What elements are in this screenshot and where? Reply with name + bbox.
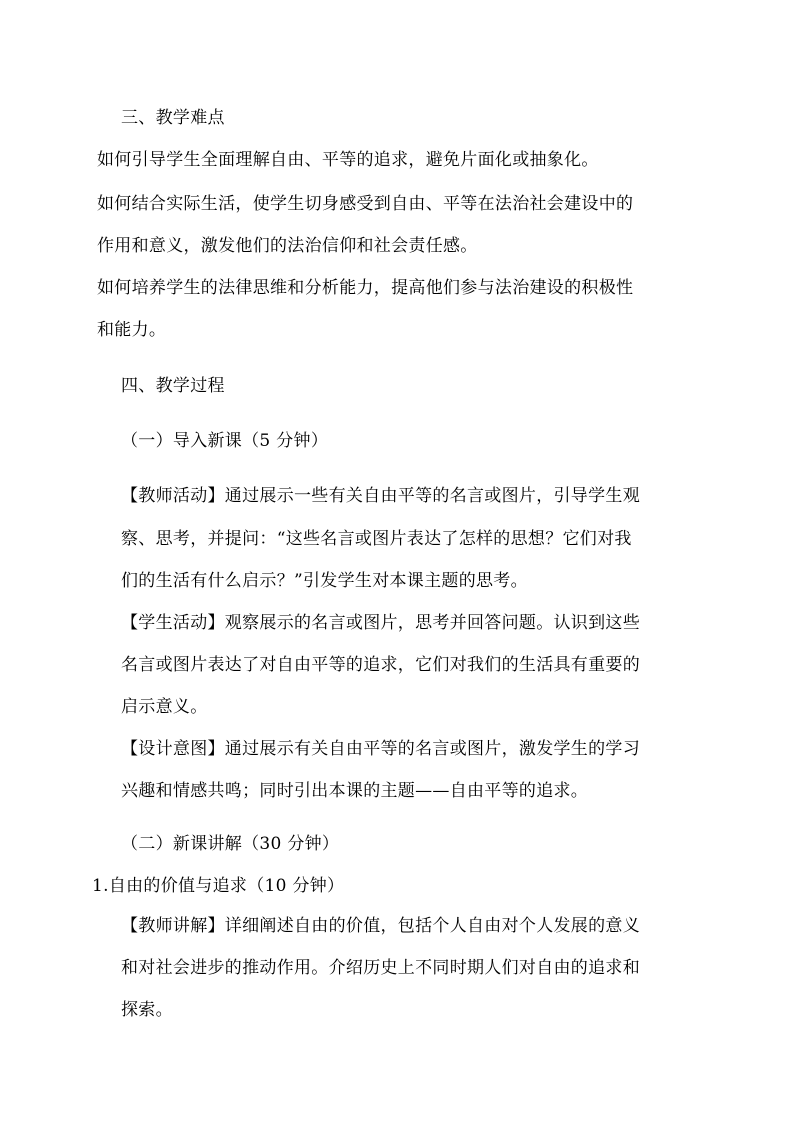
- paragraph-line: 启示意义。: [121, 697, 208, 717]
- paragraph-line: 【教师讲解】详细阐述自由的价值，包括个人自由对个人发展的意义: [121, 916, 640, 936]
- paragraph-line: 察、思考，并提问：“这些名言或图片表达了怎样的思想？它们对我: [121, 529, 632, 549]
- section-heading-teaching-difficulties: 三、教学难点: [121, 108, 225, 128]
- paragraph-line: 和对社会进步的推动作用。介绍历史上不同时期人们对自由的追求和: [121, 958, 640, 978]
- paragraph-line: 【教师活动】通过展示一些有关自由平等的名言或图片，引导学生观: [121, 486, 640, 506]
- numbered-heading-freedom: 1.自由的价值与追求（10 分钟）: [92, 876, 345, 896]
- paragraph-line: 名言或图片表达了对自由平等的追求，它们对我们的生活具有重要的: [121, 655, 640, 675]
- subsection-heading-intro: （一）导入新课（5 分钟）: [121, 431, 329, 451]
- section-heading-teaching-process: 四、教学过程: [121, 376, 225, 396]
- paragraph-line: 和能力。: [97, 320, 167, 340]
- paragraph-line: 作用和意义，激发他们的法治信仰和社会责任感。: [97, 236, 478, 256]
- paragraph-line: 们的生活有什么启示？”引发学生对本课主题的思考。: [121, 571, 528, 591]
- paragraph-line: 如何结合实际生活，使学生切身感受到自由、平等在法治社会建设中的: [97, 194, 634, 214]
- subsection-heading-new-lesson: （二）新课讲解（30 分钟）: [121, 834, 340, 854]
- paragraph-line: 兴趣和情感共鸣；同时引出本课的主题——自由平等的追求。: [121, 781, 589, 801]
- paragraph-line: 【设计意图】通过展示有关自由平等的名言或图片，激发学生的学习: [121, 739, 640, 759]
- paragraph-line: 如何引导学生全面理解自由、平等的追求，避免片面化或抽象化。: [97, 150, 599, 170]
- paragraph-line: 【学生活动】观察展示的名言或图片，思考并回答问题。认识到这些: [121, 613, 640, 633]
- paragraph-line: 如何培养学生的法律思维和分析能力，提高他们参与法治建设的积极性: [97, 278, 634, 298]
- paragraph-line: 探索。: [121, 1000, 173, 1020]
